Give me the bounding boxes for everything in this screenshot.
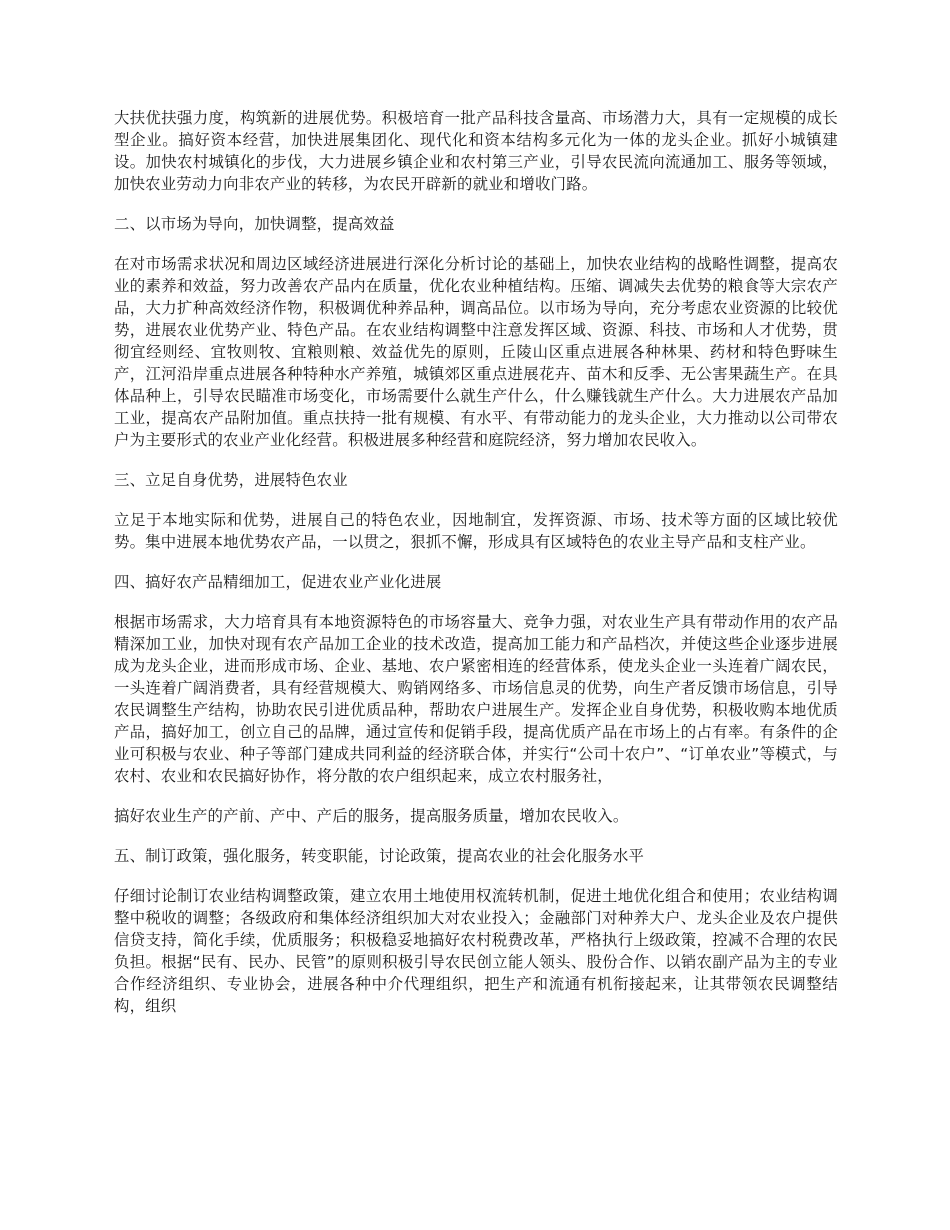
section-heading: 四、搞好农产品精细加工，促进农业产业化进展 — [114, 573, 442, 591]
paragraph: 根据市场需求，大力培育具有本地资源特色的市场容量大、竞争力强，对农业生产具有带动作用的农产品精深加工业，加快对现有农产品加工企业的技术改造，提高加工能力和产品档次，并使这些企业逐步进展成为龙头企业，进而形成市场、企业、基地、农户紧密相连的经营体系，使龙头企业一头连着广阔农民，一头连着广阔消费者，具有经营规模大、购销网络多、市场信息灵的优势，向生产者反馈市场信息，引导农民调整生产结构，协助农民引进优质品种，帮助农户进展生产。发挥企业自身优势，积极收购本地优质产品，搞好加工，创立自己的品牌，通过宣传和促销手段，提高优质产品在市场上的占有率。有条件的企业可积极与农业、种子等部门建成共同利益的经济联合体，并实行“公司十农户”、“订单农业”等模式，与农村、农业和农民搞好协作，将分散的农户组织起来，成立农村服务社， — [114, 613, 838, 785]
section-heading: 五、制订政策，强化服务，转变职能，讨论政策，提高农业的社会化服务水平 — [114, 847, 645, 865]
paragraph: 仔细讨论制订农业结构调整政策，建立农用土地使用权流转机制，促进土地优化组合和使用；农业结构调整中税收的调整；各级政府和集体经济组织加大对农业投入；金融部门对种养大户、龙头企业及农户提供信贷支持，简化手续，优质服务；积极稳妥地搞好农村税费改革，严格执行上级政策，控减不合理的农民负担。根据“民有、民办、民管”的原则积极引导农民创立能人领头、股份合作、以销农副产品为主的专业合作经济组织、专业协会，进展各种中介代理组织，把生产和流通有机衔接起来，让其带领农民调整结构，组织 — [114, 887, 838, 1015]
document-body — [114, 107, 838, 1017]
section-heading: 三、立足自身优势，进展特色农业 — [114, 471, 348, 489]
paragraph: 搞好农业生产的产前、产中、产后的服务，提高服务质量，增加农民收入。 — [114, 807, 629, 825]
section-heading: 二、以市场为导向，加快调整，提高效益 — [114, 215, 395, 233]
paragraph: 在对市场需求状况和周边区域经济进展进行深化分析讨论的基础上，加快农业结构的战略性调整，提高农业的素养和效益，努力改善农产品内在质量，优化农业种植结构。压缩、调减失去优势的粮食等大宗农产品，大力扩种高效经济作物，积极调优种养品种，调高品位。以市场为导向，充分考虑农业资源的比较优势，进展农业优势产业、特色产品。在农业结构调整中注意发挥区域、资源、科技、市场和人才优势，贯彻宜经则经、宜牧则牧、宜粮则粮、效益优先的原则，丘陵山区重点进展各种林果、药材和特色野味生产，江河沿岸重点进展各种特种水产养殖，城镇郊区重点进展花卉、苗木和反季、无公害果蔬生产。在具体品种上，引导农民瞄准市场变化，市场需要什么就生产什么，什么赚钱就生产什么。大力进展农产品加工业，提高农产品附加值。重点扶持一批有规模、有水平、有带动能力的龙头企业，大力推动以公司带农户为主要形式的农业产业化经营。积极进展多种经营和庭院经济，努力增加农民收入。 — [114, 255, 838, 449]
paragraph: 大扶优扶强力度，构筑新的进展优势。积极培育一批产品科技含量高、市场潜力大，具有一定规模的成长型企业。搞好资本经营，加快进展集团化、现代化和资本结构多元化为一体的龙头企业。抓好小城镇建设。加快农村城镇化的步伐，大力进展乡镇企业和农村第三产业，引导农民流向流通加工、服务等领域，加快农业劳动力向非农产业的转移，为农民开辟新的就业和增收门路。 — [114, 109, 838, 193]
paragraph: 立足于本地实际和优势，进展自己的特色农业，因地制宜，发挥资源、市场、技术等方面的区域比较优势。集中进展本地优势农产品，一以贯之，狠抓不懈，形成具有区域特色的农业主导产品和支柱产业。 — [114, 511, 838, 551]
